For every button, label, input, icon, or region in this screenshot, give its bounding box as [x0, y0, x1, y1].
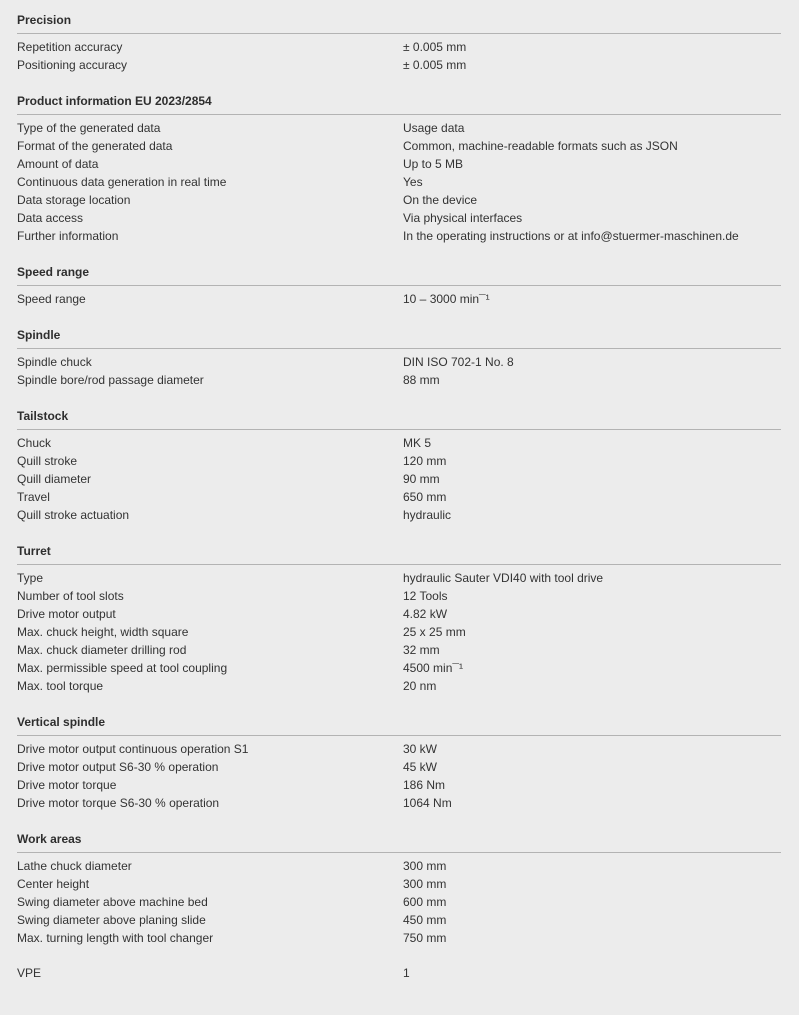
- spec-value: 750 mm: [403, 931, 447, 945]
- vpe-value: 1: [403, 966, 410, 980]
- spec-value: Up to 5 MB: [403, 157, 464, 171]
- spec-value: MK 5: [403, 436, 432, 450]
- spec-row: [17, 227, 781, 245]
- spec-label: Number of tool slots: [17, 589, 124, 603]
- section-title: Vertical spindle: [17, 710, 781, 736]
- spec-value: Via physical interfaces: [403, 211, 523, 225]
- spec-label: Amount of data: [17, 157, 99, 171]
- spec-row: [17, 452, 781, 470]
- spec-value: 88 mm: [403, 373, 440, 387]
- spec-label: Spindle bore/rod passage diameter: [17, 373, 204, 387]
- spec-label: Drive motor output continuous operation S1: [17, 742, 249, 756]
- section-product-information: [17, 89, 781, 245]
- spec-label: Center height: [17, 877, 90, 891]
- section-title: Precision: [17, 8, 781, 34]
- spec-value: 12 Tools: [403, 589, 448, 603]
- spec-value: 300 mm: [403, 859, 447, 873]
- spec-row: [17, 929, 781, 947]
- spec-row: [17, 776, 781, 794]
- spec-label: Data access: [17, 211, 84, 225]
- spec-value: 186 Nm: [403, 778, 446, 792]
- spec-value: 10 – 3000 min¯¹: [403, 292, 490, 306]
- section-spindle: [17, 323, 781, 389]
- spec-row: [17, 659, 781, 677]
- spec-value: 600 mm: [403, 895, 447, 909]
- spec-value: 32 mm: [403, 643, 440, 657]
- spec-row: [17, 758, 781, 776]
- spec-label: Format of the generated data: [17, 139, 173, 153]
- spec-label: Quill diameter: [17, 472, 92, 486]
- spec-value: DIN ISO 702-1 No. 8: [403, 355, 514, 369]
- spec-row: [17, 290, 781, 308]
- spec-label: Data storage location: [17, 193, 131, 207]
- spec-row: [17, 794, 781, 812]
- spec-value: 300 mm: [403, 877, 447, 891]
- spec-label: Drive motor torque: [17, 778, 117, 792]
- spec-value: ± 0.005 mm: [403, 40, 467, 54]
- spec-value: 4.82 kW: [403, 607, 448, 621]
- spec-value: hydraulic: [403, 508, 452, 522]
- spec-label: Quill stroke actuation: [17, 508, 130, 522]
- spec-value: Common, machine-readable formats such as JSON: [403, 139, 678, 153]
- spec-value: 650 mm: [403, 490, 447, 504]
- spec-row: [17, 875, 781, 893]
- spec-label: Positioning accuracy: [17, 58, 128, 72]
- spec-value: 30 kW: [403, 742, 438, 756]
- spec-row: [17, 740, 781, 758]
- spec-row: [17, 605, 781, 623]
- spec-row: [17, 506, 781, 524]
- spec-row: [17, 857, 781, 875]
- spec-row: [17, 155, 781, 173]
- spec-label: Repetition accuracy: [17, 40, 123, 54]
- spec-value: 90 mm: [403, 472, 440, 486]
- spec-row: [17, 587, 781, 605]
- spec-row: [17, 641, 781, 659]
- spec-value: ± 0.005 mm: [403, 58, 467, 72]
- spec-label: Spindle chuck: [17, 355, 92, 369]
- section-precision: [17, 8, 781, 74]
- spec-label: Continuous data generation in real time: [17, 175, 227, 189]
- section-title: Speed range: [17, 260, 781, 286]
- spec-label: Max. tool torque: [17, 679, 104, 693]
- spec-label: Type: [17, 571, 44, 585]
- spec-label: Travel: [17, 490, 50, 504]
- spec-row: [17, 488, 781, 506]
- spec-value: 120 mm: [403, 454, 447, 468]
- spec-value: 45 kW: [403, 760, 438, 774]
- spec-row: [17, 569, 781, 587]
- section-speed-range: [17, 260, 781, 308]
- spec-label: Quill stroke: [17, 454, 78, 468]
- spec-label: Drive motor torque S6-30 % operation: [17, 796, 220, 810]
- spec-label: Max. chuck diameter drilling rod: [17, 643, 187, 657]
- spec-label: Drive motor output: [17, 607, 116, 621]
- spec-value: 1064 Nm: [403, 796, 452, 810]
- spec-value: 20 nm: [403, 679, 437, 693]
- spec-label: Chuck: [17, 436, 52, 450]
- spec-label: Swing diameter above planing slide: [17, 913, 206, 927]
- spec-row: [17, 371, 781, 389]
- spec-label: Type of the generated data: [17, 121, 161, 135]
- spec-label: Max. turning length with tool changer: [17, 931, 214, 945]
- section-tailstock: [17, 404, 781, 524]
- spec-value: 4500 min¯¹: [403, 661, 463, 675]
- spec-label: Drive motor output S6-30 % operation: [17, 760, 219, 774]
- spec-value: 450 mm: [403, 913, 447, 927]
- spec-row: [17, 677, 781, 695]
- section-turret: [17, 539, 781, 695]
- vpe-label: VPE: [17, 966, 42, 980]
- section-title: Tailstock: [17, 404, 781, 430]
- spec-row: [17, 470, 781, 488]
- spec-label: Max. permissible speed at tool coupling: [17, 661, 228, 675]
- spec-row: [17, 56, 781, 74]
- spec-label: Further information: [17, 229, 119, 243]
- spec-row: [17, 434, 781, 452]
- section-work-areas: [17, 827, 781, 947]
- spec-label: Lathe chuck diameter: [17, 859, 132, 873]
- spec-label: Speed range: [17, 292, 86, 306]
- spec-value: On the device: [403, 193, 478, 207]
- spec-label: Swing diameter above machine bed: [17, 895, 208, 909]
- vpe-row: [17, 964, 781, 982]
- spec-row: [17, 893, 781, 911]
- spec-row: [17, 911, 781, 929]
- section-title: Spindle: [17, 323, 781, 349]
- spec-label: Max. chuck height, width square: [17, 625, 189, 639]
- spec-value: 25 x 25 mm: [403, 625, 466, 639]
- spec-value: hydraulic Sauter VDI40 with tool drive: [403, 571, 604, 585]
- spec-row: [17, 191, 781, 209]
- section-title: Work areas: [17, 827, 781, 853]
- section-vertical-spindle: [17, 710, 781, 812]
- spec-row: [17, 623, 781, 641]
- spec-row: [17, 119, 781, 137]
- spec-row: [17, 137, 781, 155]
- spec-row: [17, 353, 781, 371]
- spec-value: In the operating instructions or at info@stuermer-maschinen.de: [403, 229, 739, 243]
- spec-row: [17, 209, 781, 227]
- section-title: Turret: [17, 539, 781, 565]
- spec-value: Usage data: [403, 121, 465, 135]
- spec-value: Yes: [403, 175, 423, 189]
- spec-row: [17, 173, 781, 191]
- spec-row: [17, 38, 781, 56]
- section-title: Product information EU 2023/2854: [17, 89, 781, 115]
